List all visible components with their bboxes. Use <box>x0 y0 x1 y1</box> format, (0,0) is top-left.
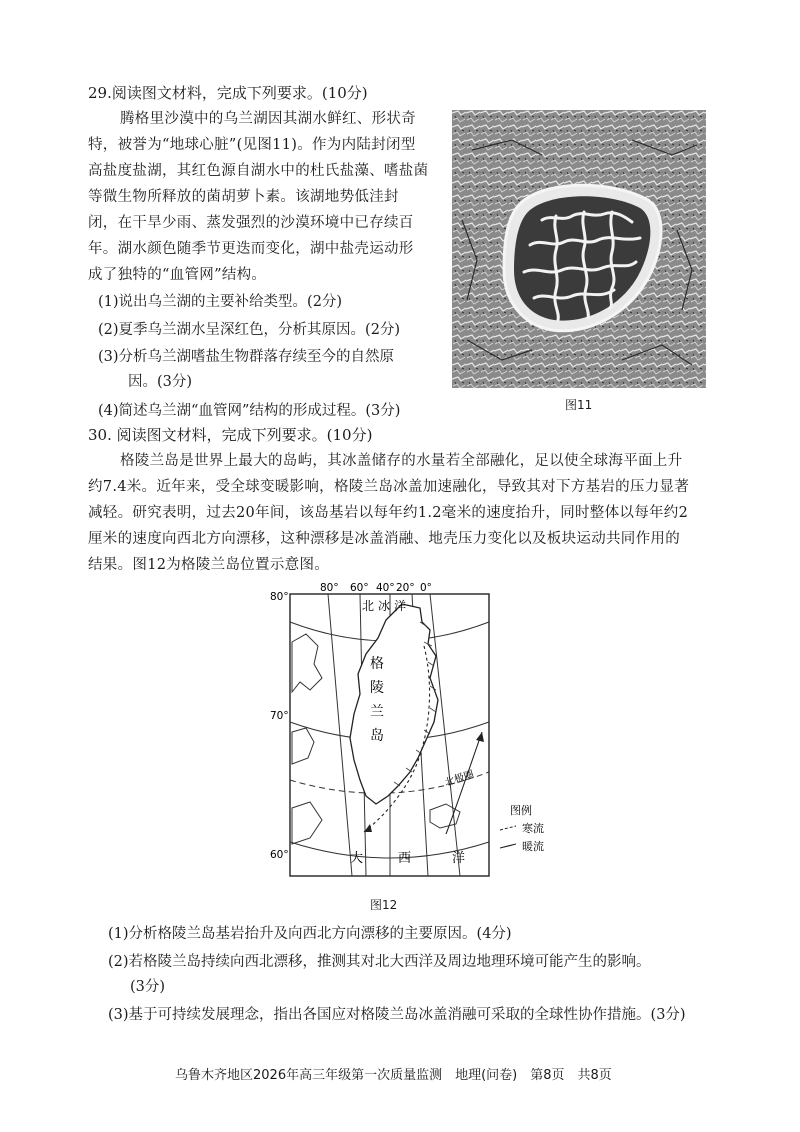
lon-80-label: 80° <box>320 582 339 594</box>
q29-para-line: 闭，在干旱少雨、蒸发强烈的沙漠环境中已存续百 <box>88 215 414 231</box>
q29-para-line: 高盐度盐湖，其红色源自湖水中的杜氏盐藻、嗜盐菌 <box>88 163 429 179</box>
greenland-label-1: 格 <box>370 656 384 672</box>
arctic-ocean-label-3: 洋 <box>394 599 407 613</box>
atlantic-label-1: 大 <box>350 851 364 866</box>
q29-sub2: (2)夏季乌兰湖水呈深红色，分析其原因。(2分) <box>98 322 401 338</box>
q30-material <box>88 448 728 578</box>
lon-20-label: 20° <box>396 582 415 594</box>
greenland-label-3: 兰 <box>370 704 384 720</box>
legend-title: 图例 <box>510 804 532 817</box>
q30-sub2-line2: (3分) <box>130 979 166 995</box>
q30-para-line: 格陵兰岛是世界上最大的岛屿，其冰盖储存的水量若全部融化，足以使全球海平面上升 <box>120 453 683 469</box>
arctic-circle-label: 北极圈 <box>443 769 476 789</box>
q29-sub3-line1: (3)分析乌兰湖嗜盐生物群落存续至今的自然原 <box>98 349 395 365</box>
warm-current-arrowhead <box>476 732 484 742</box>
legend-warm-label: 暖流 <box>522 840 544 853</box>
legend-cold-label: 寒流 <box>522 822 544 835</box>
greenland-map <box>270 582 570 892</box>
lat-70-label: 70° <box>270 710 289 722</box>
lon-40-label: 40° <box>376 582 395 594</box>
figure-12-caption: 图12 <box>370 898 398 912</box>
atlantic-label-2: 西 <box>398 851 412 866</box>
q29-para-line: 等微生物所释放的菌胡萝卜素。该湖地势低洼封 <box>88 189 399 205</box>
q30-para-line: 结果。图12为格陵兰岛位置示意图。 <box>88 557 330 573</box>
arctic-ocean-label-1: 北 <box>362 599 375 613</box>
lat-60-label: 60° <box>270 849 289 861</box>
q29-para-line: 年。湖水颜色随季节更迭而变化，湖中盐壳运动形 <box>88 241 414 257</box>
canada-land <box>292 634 322 692</box>
lon-0-label: 0° <box>420 582 432 594</box>
greenland-outline <box>350 604 438 804</box>
page-footer: 乌鲁木齐地区2026年高三年级第一次质量监测 地理(问卷) 第8页 共8页 <box>175 1068 612 1083</box>
q29-header: 29.阅读图文材料，完成下列要求。(10分) <box>88 84 368 102</box>
q30-para-line: 厘米的速度向西北方向漂移，这种漂移是冰盖消融、地壳压力变化以及板块运动共同作用的 <box>88 531 680 547</box>
q30-para-line: 约7.4米。近年来，受全球变暖影响，格陵兰岛冰盖加速融化，导致其对下方基岩的压力显著 <box>88 479 690 495</box>
q29-para-line: 特，被誉为“地球心脏”(见图11)。作为内陆封闭型 <box>88 137 416 153</box>
q29-sub4: (4)简述乌兰湖“血管网”结构的形成过程。(3分) <box>98 403 401 419</box>
atlantic-label-3: 洋 <box>452 851 466 866</box>
q30-sub3: (3)基于可持续发展理念，指出各国应对格陵兰岛冰盖消融可采取的全球性协作措施。(3分) <box>108 1007 686 1023</box>
q29-para-line: 成了独特的“血管网”结构。 <box>88 267 267 283</box>
figure-11-caption: 图11 <box>565 398 593 412</box>
greenland-label-4: 岛 <box>370 728 384 744</box>
q30-sub1: (1)分析格陵兰岛基岩抬升及向西北方向漂移的主要原因。(4分) <box>108 926 512 942</box>
legend-warm-symbol <box>500 844 516 848</box>
arctic-ocean-label-2: 冰 <box>378 599 391 613</box>
q29-para-line: 腾格里沙漠中的乌兰湖因其湖水鲜红、形状奇 <box>120 111 416 127</box>
greenland-label-2: 陵 <box>370 680 384 696</box>
q29-sub1: (1)说出乌兰湖的主要补给类型。(2分) <box>98 294 343 310</box>
q29-material <box>88 106 428 288</box>
q29-sub3-line2: 因。(3分) <box>128 374 193 390</box>
legend-cold-symbol <box>500 826 516 830</box>
labrador-land <box>292 802 322 844</box>
q30-para-line: 减轻。研究表明，过去20年间，该岛基岩以每年约1.2毫米的速度抬升，同时整体以每年约2 <box>88 505 689 521</box>
longitude-0-line <box>430 594 460 876</box>
lat-80-label: 80° <box>270 591 289 603</box>
q30-sub2-line1: (2)若格陵兰岛持续向西北漂移，推测其对北大西洋及周边地理环境可能产生的影响。 <box>108 954 651 970</box>
lon-60-label: 60° <box>350 582 369 594</box>
lake-satellite-photo <box>452 110 706 388</box>
baffin-land <box>292 728 314 764</box>
q30-header: 30. 阅读图文材料，完成下列要求。(10分) <box>88 426 373 444</box>
